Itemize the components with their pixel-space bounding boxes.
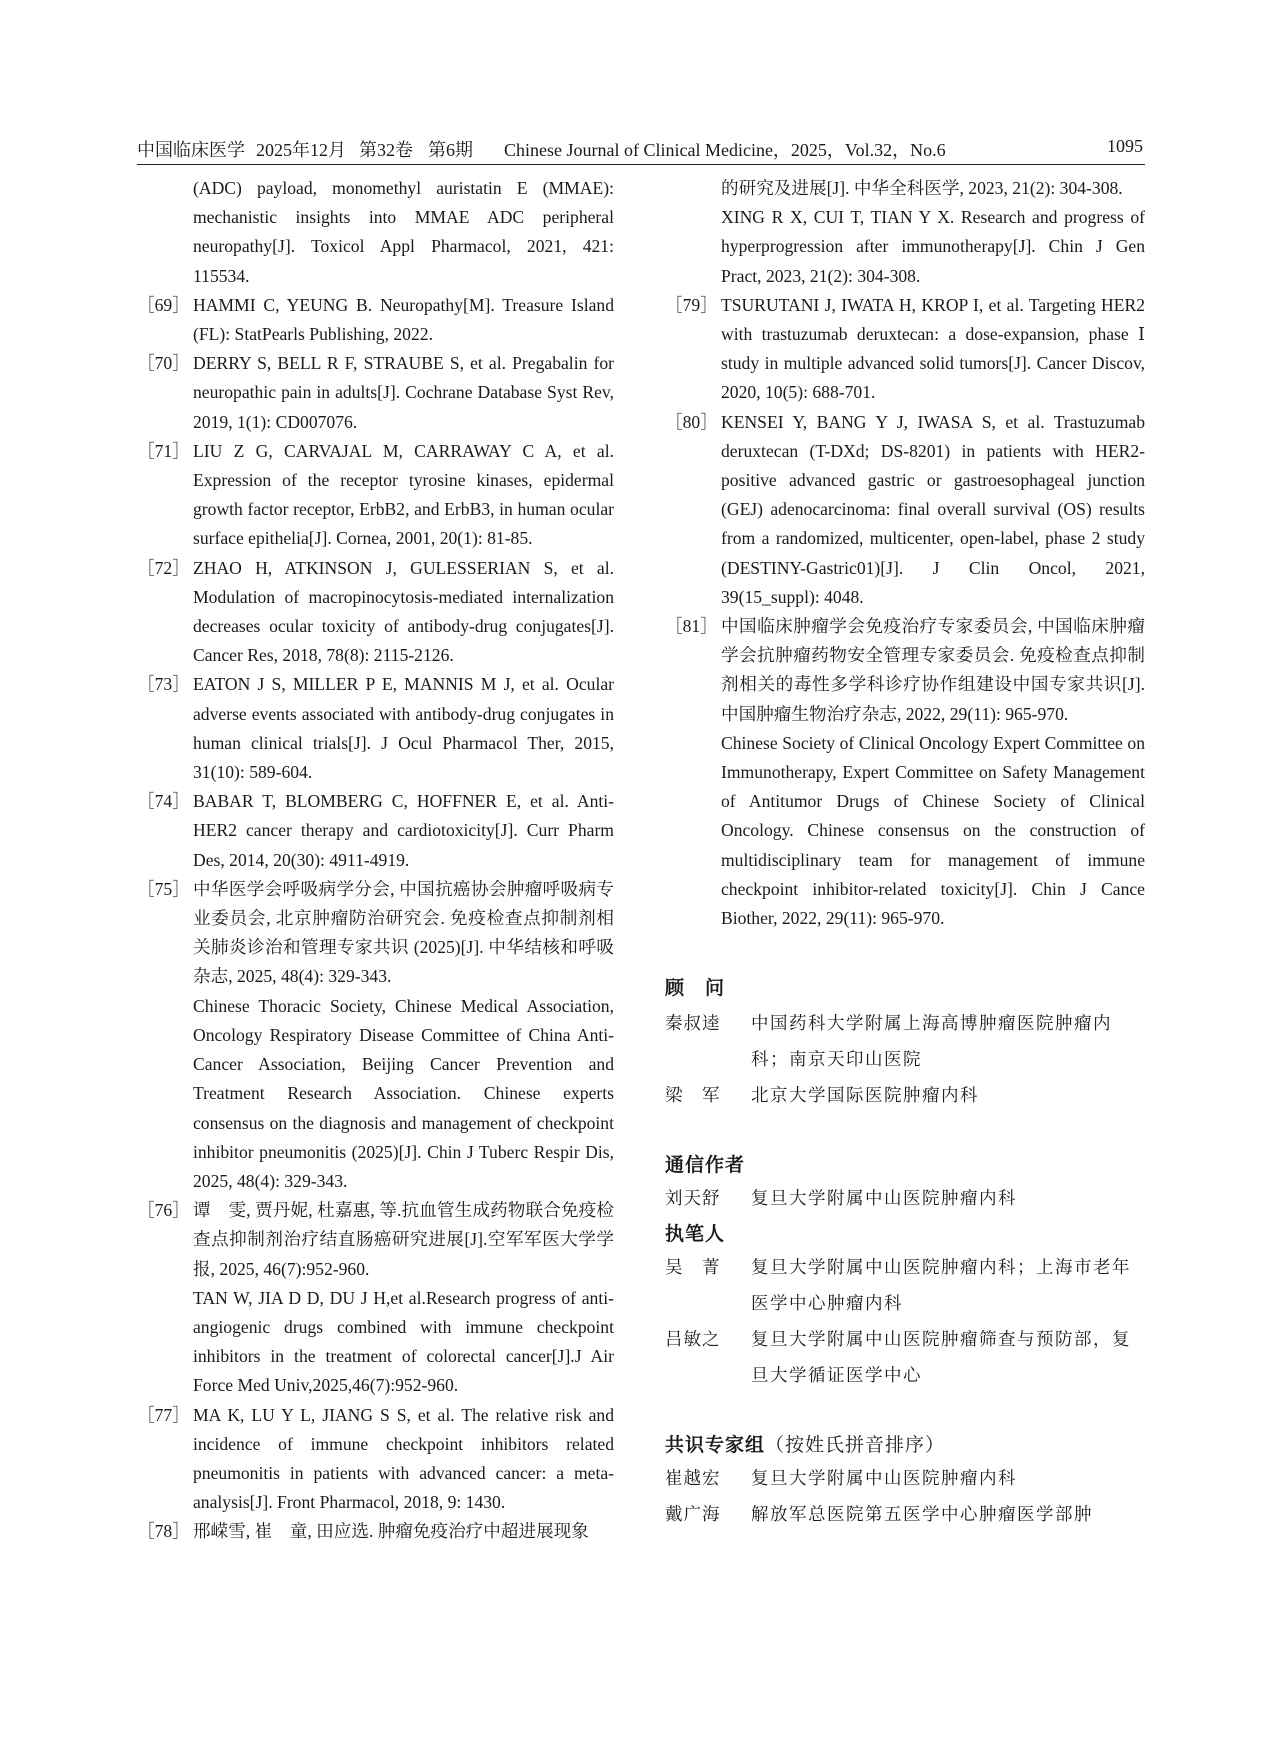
writer-affiliation: 复旦大学附属中山医院肿瘤筛查与预防部，复旦大学循证医学中心 (751, 1330, 1131, 1387)
advisor-name: 秦叔逵 (665, 1014, 721, 1035)
reference-number: ［75］ (137, 878, 190, 899)
reference-translation: Chinese Society of Clinical Oncology Expert Committee on Immunotherapy, Expert Committee on Safety Management of Antitumor Drugs of Chinese Society of Clinical Oncology. Chinese consensus on the construction of multidisciplinary team for management of immune checkpoint inhibitor-related toxicity[J]. Chin J Cance Biother, 2022, 29(11): 965-970. (721, 732, 1145, 929)
reference-item (137, 174, 614, 291)
advisor-affiliation: 中国药科大学附属上海高博肿瘤医院肿瘤内科；南京天印山医院 (751, 1014, 1112, 1071)
reference-text: EATON J S, MILLER P E, MANNIS M J, et al. Ocular adverse events associated with antibody-drug conjugates in human clinical trials[J]. J Ocul Pharmacol Ther, 2015, 31(10): 589-604. (193, 674, 614, 783)
reference-number: ［71］ (137, 440, 190, 461)
reference-item (665, 612, 1145, 933)
expert-entry (665, 1461, 1145, 1497)
reference-item (665, 174, 1145, 291)
advisors-heading: 顾 问 (665, 977, 726, 1000)
running-header (137, 134, 1145, 165)
reference-item (137, 291, 614, 349)
reference-text: 的研究及进展[J]. 中华全科医学, 2023, 21(2): 304-308. (721, 178, 1123, 198)
date-cn: 2025年12月 (256, 140, 346, 160)
reference-text: 中国临床肿瘤学会免疫治疗专家委员会, 中国临床肿瘤学会抗肿瘤药物安全管理专家委员会. 免疫检查点抑制剂相关的毒性多学科诊疗协作组建设中国专家共识[J]. 中国肿瘤生物治疗杂志, 2022, 29(11): 965-970. (721, 616, 1145, 724)
reference-item (137, 787, 614, 875)
reference-text: DERRY S, BELL R F, STRAUBE S, et al. Pregabalin for neuropathic pain in adults[J]. Cochrane Database Syst Rev, 2019, 1(1): CD007076. (193, 353, 614, 432)
advisor-entry (665, 1078, 1145, 1114)
expert-name: 崔越宏 (665, 1469, 721, 1490)
advisors-list (665, 1006, 1145, 1114)
reference-text: 邢嵘雪, 崔 童, 田应选. 肿瘤免疫治疗中超进展现象 (193, 1521, 589, 1542)
reference-translation: Chinese Thoracic Society, Chinese Medical Association, Oncology Respiratory Disease Committee of China Anti-Cancer Association, Beijing Cancer Prevention and Treatment Research Association. Chinese experts consensus on the diagnosis and management of checkpoint inhibitor pneumonitis (2025)[J]. Chin J Tuberc Respir Dis, 2025, 48(4): 329-343. (193, 995, 614, 1191)
expert-affiliation: 解放军总医院第五医学中心肿瘤医学部肿 (751, 1505, 1093, 1526)
advisor-entry (665, 1006, 1145, 1078)
volume-cn: 第32卷 (359, 140, 413, 160)
reference-item (137, 1196, 614, 1400)
reference-text: LIU Z G, CARVAJAL M, CARRAWAY C A, et al. Expression of the receptor tyrosine kinases, epidermal growth factor receptor, ErbB2, and ErbB3, in human ocular surface epithelia[J]. Cornea, 2001, 20(1): 81-85. (193, 440, 614, 549)
writer-name: 吴 菁 (665, 1258, 721, 1279)
experts-heading (665, 1430, 1145, 1457)
reference-number: ［69］ (137, 294, 190, 315)
right-column (665, 174, 1145, 1533)
journal-cn: 中国临床医学 (137, 140, 245, 160)
corresponding-entry (665, 1181, 1145, 1217)
reference-number: ［74］ (137, 791, 190, 812)
corresponding-list (665, 1181, 1145, 1217)
reference-item (137, 437, 614, 554)
left-column (137, 174, 614, 1547)
reference-text: TSURUTANI J, IWATA H, KROP I, et al. Targeting HER2 with trastuzumab deruxtecan: a dose-expansion, phase Ⅰ study in multiple advanced solid tumors[J]. Cancer Discov, 2020, 10(5): 688-701. (721, 294, 1145, 403)
page-number: 1095 (1107, 136, 1143, 156)
reference-text: HAMMI C, YEUNG B. Neuropathy[M]. Treasure Island (FL): StatPearls Publishing, 2022. (193, 294, 614, 345)
expert-affiliation: 复旦大学附属中山医院肿瘤内科 (751, 1469, 1017, 1490)
reference-number: ［77］ (137, 1404, 190, 1425)
reference-text: 中华医学会呼吸病学分会, 中国抗癌协会肿瘤呼吸病专业委员会, 北京肿瘤防治研究会. 免疫检查点抑制剂相关肺炎诊治和管理专家共识 (2025)[J]. 中华结核和呼吸杂志, 2025, 48(4): 329-343. (193, 878, 614, 987)
reference-text: KENSEI Y, BANG Y J, IWASA S, et al. Trastuzumab deruxtecan (T-DXd; DS-8201) in patients with HER2-positive advanced gastric or gastroesophageal junction (GEJ) adenocarcinoma: final overall survival (OS) results from a randomized, multicenter, open-label, phase 2 study (DESTINY-Gastric01)[J]. J Clin Oncol, 2021, 39(15_suppl): 4048. (721, 411, 1145, 607)
issue-cn: 第6期 (428, 140, 473, 160)
reference-translation: TAN W, JIA D D, DU J H,et al.Research progress of anti-angiogenic drugs combined with immune checkpoint inhibitors in the treatment of colorectal cancer[J].J Air Force Med Univ,2025,46(7):952-960. (193, 1287, 614, 1396)
reference-number: ［81］ (665, 616, 718, 637)
reference-number: ［78］ (137, 1521, 190, 1542)
experts-subtitle: （按姓氏拼音排序） (765, 1434, 946, 1457)
writer-name: 吕敏之 (665, 1330, 721, 1351)
reference-number: ［80］ (665, 411, 718, 432)
writer-entry (665, 1250, 1145, 1322)
reference-number: ［73］ (137, 674, 190, 695)
reference-number: ［76］ (137, 1200, 190, 1221)
writers-list (665, 1250, 1145, 1394)
advisor-affiliation: 北京大学国际医院肿瘤内科 (751, 1086, 979, 1107)
writers-heading: 执笔人 (665, 1223, 726, 1246)
reference-number: ［70］ (137, 353, 190, 374)
reference-item (665, 291, 1145, 408)
journal-en: Chinese Journal of Clinical Medicine，2025，Vol.32，No.6 (504, 140, 946, 160)
corresponding-name: 刘天舒 (665, 1189, 721, 1210)
corresponding-affiliation: 复旦大学附属中山医院肿瘤内科 (751, 1189, 1017, 1210)
reference-number: ［72］ (137, 557, 190, 578)
reference-translation: XING R X, CUI T, TIAN Y X. Research and progress of hyperprogression after immunotherapy[J]. Chin J Gen Pract, 2023, 21(2): 304-308. (721, 207, 1145, 286)
reference-item (137, 554, 614, 671)
experts-title: 共识专家组 (665, 1434, 766, 1457)
reference-item (137, 1401, 614, 1518)
reference-text: 谭 雯, 贾丹妮, 杜嘉惠, 等.抗血管生成药物联合免疫检查点抑制剂治疗结直肠癌研究进展[J].空军军医大学学报, 2025, 46(7):952-960. (193, 1200, 614, 1279)
advisor-name: 梁 军 (665, 1086, 721, 1107)
reference-item (137, 875, 614, 1196)
expert-entry (665, 1497, 1145, 1533)
corresponding-heading: 通信作者 (665, 1154, 746, 1177)
writer-entry (665, 1322, 1145, 1394)
reference-item (137, 349, 614, 437)
reference-item (137, 1517, 614, 1546)
reference-text: BABAR T, BLOMBERG C, HOFFNER E, et al. Anti-HER2 cancer therapy and cardiotoxicity[J]. Curr Pharm Des, 2014, 20(30): 4911-4919. (193, 791, 614, 870)
experts-list (665, 1461, 1145, 1533)
expert-name: 戴广海 (665, 1505, 721, 1526)
reference-text: MA K, LU Y L, JIANG S S, et al. The relative risk and incidence of immune checkpoint inhibitors related pneumonitis in patients with advanced cancer: a meta-analysis[J]. Front Pharmacol, 2018, 9: 1430. (193, 1404, 614, 1513)
reference-number: ［79］ (665, 294, 718, 315)
reference-item (665, 408, 1145, 612)
reference-text: (ADC) payload, monomethyl auristatin E (MMAE): mechanistic insights into MMAE ADC peripheral neuropathy[J]. Toxicol Appl Pharmacol, 2021, 421: 115534. (193, 178, 614, 286)
writer-affiliation: 复旦大学附属中山医院肿瘤内科；上海市老年医学中心肿瘤内科 (751, 1258, 1131, 1315)
reference-text: ZHAO H, ATKINSON J, GULESSERIAN S, et al. Modulation of macropinocytosis-mediated internalization decreases ocular toxicity of antibody-drug conjugates[J]. Cancer Res, 2018, 78(8): 2115-2126. (193, 557, 614, 666)
reference-item (137, 670, 614, 787)
